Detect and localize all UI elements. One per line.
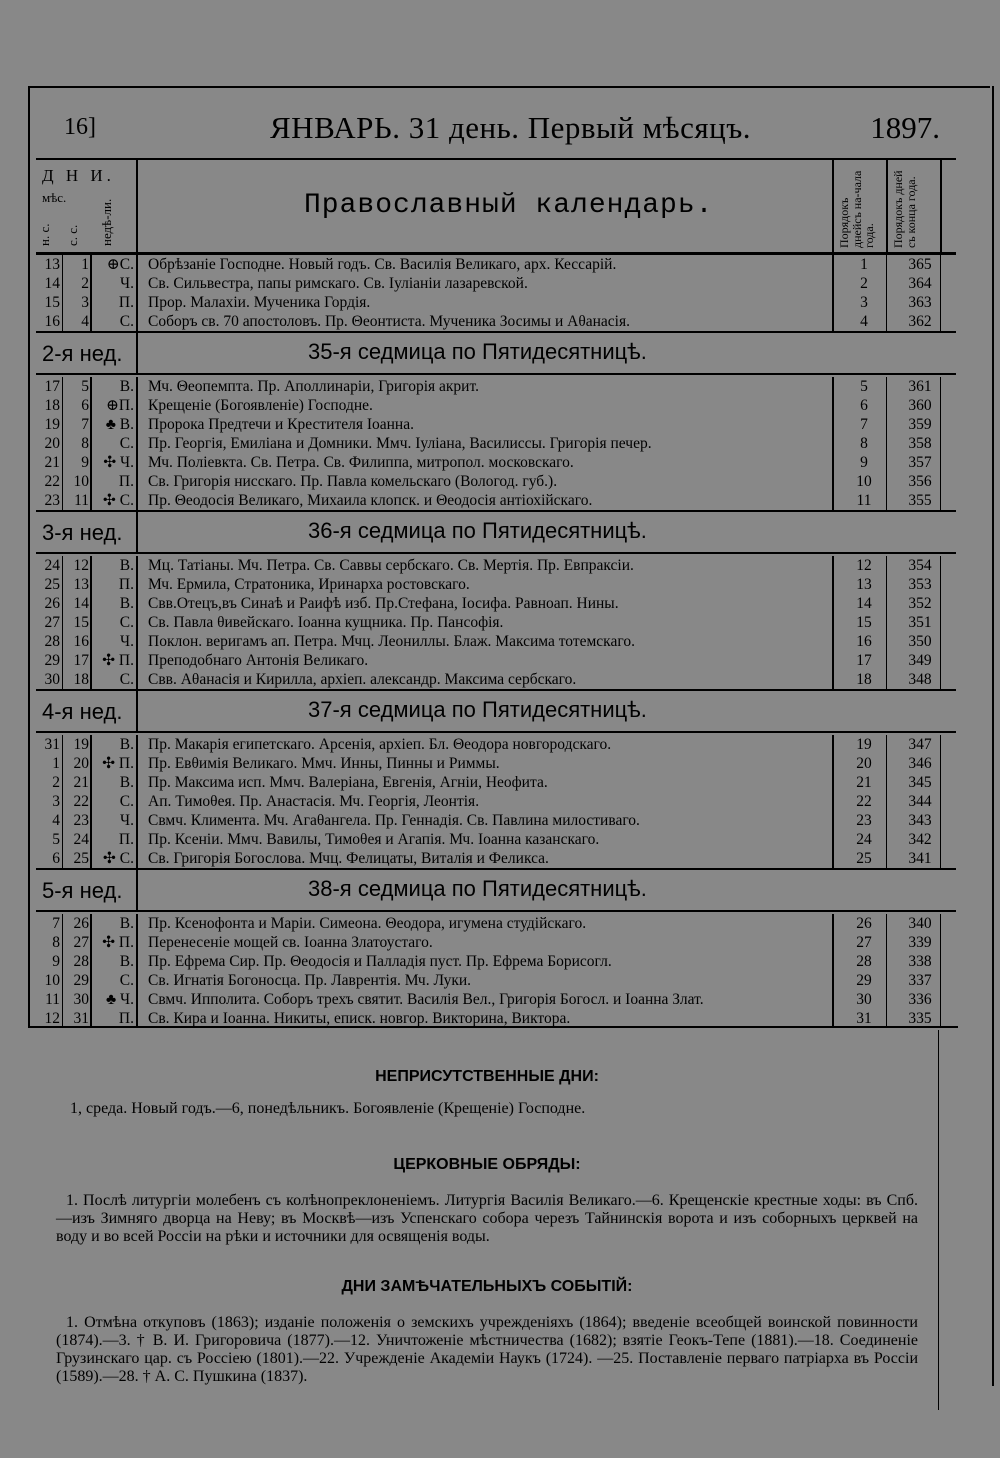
table-row bbox=[36, 990, 956, 1009]
table-header bbox=[36, 158, 956, 255]
table-bottom-rule bbox=[28, 1026, 958, 1028]
old-style-day: 17 bbox=[73, 652, 89, 669]
weekday: В. bbox=[119, 915, 134, 932]
day-of-year: 7 bbox=[860, 416, 868, 433]
saints-text: Мч. Поліевкта. Св. Петра. Св. Филиппа, митропол. московскаго. bbox=[148, 454, 574, 471]
new-style-day: 13 bbox=[44, 256, 60, 273]
day-of-year: 28 bbox=[856, 953, 872, 970]
old-style-label: с. с. bbox=[65, 224, 80, 246]
weekday: ♣ В. bbox=[105, 416, 134, 433]
days-remaining: 337 bbox=[908, 972, 932, 989]
old-style-day: 14 bbox=[73, 595, 89, 612]
day-of-year: 22 bbox=[856, 793, 872, 810]
day-of-year: 6 bbox=[860, 397, 868, 414]
day-of-year: 24 bbox=[856, 831, 872, 848]
day-of-year: 13 bbox=[856, 576, 872, 593]
new-style-day: 24 bbox=[44, 557, 60, 574]
days-remaining: 356 bbox=[908, 473, 932, 490]
days-remaining: 364 bbox=[908, 275, 932, 292]
new-style-day: 25 bbox=[44, 576, 60, 593]
day-of-year: 27 bbox=[856, 934, 872, 951]
old-style-day: 10 bbox=[73, 473, 89, 490]
weekday-label: недѣ-ли. bbox=[99, 198, 114, 246]
new-style-day: 2 bbox=[52, 774, 60, 791]
table-row bbox=[36, 575, 956, 594]
days-remaining: 350 bbox=[908, 633, 932, 650]
saints-text: Свмч. Ипполита. Соборъ трехъ святит. Василія Вел., Григорія Богосл. и Іоанна Злат. bbox=[148, 991, 704, 1008]
new-style-label: н. с. bbox=[37, 223, 52, 246]
weekday: ⊕П. bbox=[105, 397, 134, 414]
saints-text: Поклон. веригамъ ап. Петра. Мчц. Леониллы. Блаж. Максима тотемскаго. bbox=[148, 633, 635, 650]
day-of-year: 10 bbox=[856, 473, 872, 490]
weekday: Ч. bbox=[120, 812, 134, 829]
right-rule bbox=[992, 86, 994, 1386]
new-style-day: 21 bbox=[44, 454, 60, 471]
rows-week-1 bbox=[36, 255, 956, 331]
table-row bbox=[36, 453, 956, 472]
notes-right-rule bbox=[938, 1030, 939, 1410]
weekday: С. bbox=[119, 972, 134, 989]
page-year: 1897. bbox=[870, 110, 940, 145]
old-style-day: 11 bbox=[74, 492, 89, 509]
weekday: В. bbox=[119, 595, 134, 612]
table-row bbox=[36, 293, 956, 312]
new-style-day: 1 bbox=[52, 755, 60, 772]
new-style-day: 11 bbox=[45, 991, 60, 1008]
table-row bbox=[36, 792, 956, 811]
day-of-year: 14 bbox=[856, 595, 872, 612]
days-remaining: 355 bbox=[908, 492, 932, 509]
new-style-day: 28 bbox=[44, 633, 60, 650]
weekday: С. bbox=[119, 793, 134, 810]
days-remaining: 353 bbox=[908, 576, 932, 593]
rows-week-2 bbox=[36, 377, 956, 510]
old-style-day: 13 bbox=[73, 576, 89, 593]
table-row bbox=[36, 255, 956, 274]
saints-text: Пр. Ксеніи. Ммч. Вавилы, Тимоθея и Агапія. Мч. Іоанна казанскаго. bbox=[148, 831, 600, 848]
new-style-day: 20 bbox=[44, 435, 60, 452]
saints-text: Свв.Отецъ,въ Синаѣ и Раифѣ изб. Пр.Стефана, Іосифа. Равноап. Нины. bbox=[148, 595, 619, 612]
new-style-day: 31 bbox=[44, 736, 60, 753]
day-of-year: 2 bbox=[860, 275, 868, 292]
weekday: ⊕С. bbox=[106, 256, 134, 273]
day-of-year: 20 bbox=[856, 755, 872, 772]
rites-heading: ЦЕРКОВНЫЕ ОБРЯДЫ: bbox=[393, 1156, 581, 1173]
new-style-day: 29 bbox=[44, 652, 60, 669]
saints-text: Ап. Тимоθея. Пр. Анастасія. Мч. Георгія, Леонтія. bbox=[148, 793, 480, 810]
saints-text: Пр. Максима исп. Ммч. Валеріана, Евгенія, Агніи, Неофита. bbox=[148, 774, 548, 791]
table-row bbox=[36, 396, 956, 415]
table-row bbox=[36, 735, 956, 754]
days-remaining: 343 bbox=[908, 812, 932, 829]
old-style-day: 31 bbox=[73, 1010, 89, 1027]
day-of-year: 9 bbox=[860, 454, 868, 471]
days-remaining: 336 bbox=[908, 991, 932, 1008]
old-style-day: 28 bbox=[73, 953, 89, 970]
saints-text: Пр. Θеодосія Великаго, Михаила клопск. и Θеодосія антіохійскаго. bbox=[148, 492, 593, 509]
old-style-day: 19 bbox=[73, 736, 89, 753]
saints-text: Св. Сильвестра, папы римскаго. Св. Іуліаніи лазаревской. bbox=[148, 275, 528, 292]
weekday: ✣ П. bbox=[102, 755, 134, 772]
new-style-day: 5 bbox=[52, 831, 60, 848]
days-remaining: 360 bbox=[908, 397, 932, 414]
days-remaining: 347 bbox=[908, 736, 932, 753]
week-row-2 bbox=[36, 331, 956, 375]
new-style-day: 30 bbox=[44, 671, 60, 688]
table-row bbox=[36, 632, 956, 651]
month-label: мѣс. bbox=[42, 190, 67, 205]
week-label: 2-я нед. bbox=[42, 341, 123, 366]
saints-text: Св. Павла θивейскаго. Іоанна кущника. Пр. Пансофія. bbox=[148, 614, 504, 631]
days-remaining: 349 bbox=[908, 652, 932, 669]
days-remaining: 339 bbox=[908, 934, 932, 951]
day-of-year: 18 bbox=[856, 671, 872, 688]
day-of-year: 1 bbox=[860, 256, 868, 273]
table-row bbox=[36, 754, 956, 773]
saints-text: Соборъ св. 70 апостоловъ. Пр. Θеонтиста. Мученика Зосимы и Аθанасія. bbox=[148, 313, 630, 330]
page-header bbox=[60, 110, 940, 150]
weekday: ✣ П. bbox=[102, 652, 134, 669]
weekday: В. bbox=[119, 557, 134, 574]
weekday: П. bbox=[118, 294, 134, 311]
saints-text: Мц. Татіаны. Мч. Петра. Св. Саввы сербскаго. Св. Мертія. Пр. Евпраксіи. bbox=[148, 557, 634, 574]
week-title: 35-я седмица по Пятидесятницѣ. bbox=[308, 339, 647, 364]
table-row bbox=[36, 773, 956, 792]
old-style-day: 7 bbox=[81, 416, 89, 433]
day-of-year: 19 bbox=[856, 736, 872, 753]
old-style-day: 24 bbox=[73, 831, 89, 848]
saints-text: Пр. Георгія, Емиліана и Домники. Ммч. Іуліана, Василиссы. Григорія печер. bbox=[148, 435, 652, 452]
week-title: 38-я седмица по Пятидесятницѣ. bbox=[308, 876, 647, 901]
old-style-day: 2 bbox=[81, 275, 89, 292]
table-row bbox=[36, 830, 956, 849]
calendar-table bbox=[36, 158, 956, 1028]
page-title: ЯНВАРЬ. 31 день. Первый мѣсяцъ. bbox=[270, 110, 752, 145]
days-label: Д Н И. bbox=[42, 166, 115, 185]
saints-text: Свмч. Климента. Мч. Агаθангела. Пр. Геннадія. Св. Павлина милостиваго. bbox=[148, 812, 640, 829]
rows-week-5 bbox=[36, 914, 956, 1028]
table-row bbox=[36, 491, 956, 510]
table-row bbox=[36, 594, 956, 613]
table-row bbox=[36, 556, 956, 575]
new-style-day: 9 bbox=[52, 953, 60, 970]
days-remaining: 363 bbox=[908, 294, 932, 311]
saints-text: Пр. Макарія египетскаго. Арсенія, архіеп. Бл. Θеодора новгородскаго. bbox=[148, 736, 612, 753]
new-style-day: 8 bbox=[52, 934, 60, 951]
old-style-day: 4 bbox=[81, 313, 89, 330]
days-remaining: 338 bbox=[908, 953, 932, 970]
new-style-day: 3 bbox=[52, 793, 60, 810]
saints-text: Пр. Ефрема Сир. Пр. Θеодосія и Палладія пуст. Пр. Ефрема Борисогл. bbox=[148, 953, 612, 970]
old-style-day: 12 bbox=[73, 557, 89, 574]
weekday: П. bbox=[118, 1010, 134, 1027]
new-style-day: 19 bbox=[44, 416, 60, 433]
days-remaining: 352 bbox=[908, 595, 932, 612]
page-number: 16] bbox=[64, 114, 96, 140]
weekday: В. bbox=[119, 953, 134, 970]
saints-text: Мч. Ермила, Стратоника, Иринарха ростовскаго. bbox=[148, 576, 470, 593]
week-label: 4-я нед. bbox=[42, 699, 123, 724]
days-remaining: 354 bbox=[908, 557, 932, 574]
rows-week-3 bbox=[36, 556, 956, 689]
old-style-day: 22 bbox=[73, 793, 89, 810]
old-style-day: 15 bbox=[73, 614, 89, 631]
table-row bbox=[36, 811, 956, 830]
weekday: П. bbox=[118, 473, 134, 490]
old-style-day: 5 bbox=[81, 378, 89, 395]
old-style-day: 9 bbox=[81, 454, 89, 471]
weekday: П. bbox=[118, 576, 134, 593]
table-row bbox=[36, 849, 956, 868]
weekday: С. bbox=[119, 614, 134, 631]
old-style-day: 29 bbox=[73, 972, 89, 989]
days-remaining: 341 bbox=[908, 850, 932, 867]
old-style-day: 25 bbox=[73, 850, 89, 867]
week-row-4 bbox=[36, 689, 956, 733]
old-style-day: 3 bbox=[81, 294, 89, 311]
rites-text: 1. Послѣ литургіи молебенъ съ колѣнопреклоненіемъ. Литургія Василія Великаго.—6. Крещенскіе крестные ходы: въ Спб.—изъ Зимняго дворца на Неву; въ Москвѣ—изъ Успенскаго собора черезъ Тайнинскія ворота и изъ соборныхъ церквей на воду и во всей Россіи на рѣки и источники для освященія воды. bbox=[56, 1192, 918, 1245]
old-style-day: 1 bbox=[81, 256, 89, 273]
weekday: Ч. bbox=[120, 275, 134, 292]
saints-text: Св. Григорія нисскаго. Пр. Павла комельскаго (Вологод. губ.). bbox=[148, 473, 558, 490]
new-style-day: 7 bbox=[52, 915, 60, 932]
top-rule bbox=[28, 86, 990, 88]
weekday: П. bbox=[118, 831, 134, 848]
new-style-day: 12 bbox=[44, 1010, 60, 1027]
new-style-day: 4 bbox=[52, 812, 60, 829]
days-remaining: 342 bbox=[908, 831, 932, 848]
day-of-year: 3 bbox=[860, 294, 868, 311]
weekday: Ч. bbox=[120, 633, 134, 650]
new-style-day: 22 bbox=[44, 473, 60, 490]
old-style-day: 6 bbox=[81, 397, 89, 414]
events-heading: ДНИ ЗАМѢЧАТЕЛЬНЫХЪ СОБЫТІЙ: bbox=[341, 1278, 633, 1295]
saints-text: Перенесеніе мощей св. Іоанна Златоустаго. bbox=[148, 934, 433, 951]
holidays-text: 1, среда. Новый годъ.—6, понедѣльникъ. Богоявленіе (Крещеніе) Господне. bbox=[70, 1100, 586, 1117]
old-style-day: 27 bbox=[73, 934, 89, 951]
days-remaining: 348 bbox=[908, 671, 932, 688]
weekday: В. bbox=[119, 774, 134, 791]
day-of-year: 23 bbox=[856, 812, 872, 829]
day-of-year: 25 bbox=[856, 850, 872, 867]
week-title: 36-я седмица по Пятидесятницѣ. bbox=[308, 518, 647, 543]
days-remaining: 357 bbox=[908, 454, 932, 471]
events-section bbox=[56, 1278, 918, 1386]
days-remaining: 345 bbox=[908, 774, 932, 791]
days-remaining: 340 bbox=[908, 915, 932, 932]
week-label: 5-я нед. bbox=[42, 878, 123, 903]
table-row bbox=[36, 377, 956, 396]
day-of-year: 26 bbox=[856, 915, 872, 932]
day-of-year: 15 bbox=[856, 614, 872, 631]
days-remaining: 361 bbox=[908, 378, 932, 395]
new-style-day: 10 bbox=[44, 972, 60, 989]
days-to-end-label: Порядокъ дней съ конца года. bbox=[891, 170, 918, 248]
day-of-year: 11 bbox=[856, 492, 872, 509]
table-row bbox=[36, 971, 956, 990]
table-row bbox=[36, 415, 956, 434]
day-of-year: 29 bbox=[856, 972, 872, 989]
days-from-start-label: Порядокъ днейсъ на-чала года. bbox=[837, 170, 877, 248]
saints-text: Пр. Ксенофонта и Маріи. Симеона. Θеодора, игумена студійскаго. bbox=[148, 915, 587, 932]
days-remaining: 346 bbox=[908, 755, 932, 772]
table-row bbox=[36, 472, 956, 491]
day-of-year: 5 bbox=[860, 378, 868, 395]
table-row bbox=[36, 670, 956, 689]
saints-text: Пророка Предтечи и Крестителя Іоанна. bbox=[148, 416, 414, 433]
new-style-day: 27 bbox=[44, 614, 60, 631]
events-text: 1. Отмѣна откуповъ (1863); изданіе положенія о земскихъ учрежденіяхъ (1864); введеніе всеобщей воинской повинности (1874).—3. † В. И. Григоровича (1877).—12. Уничтоженіе мѣстничества (1682); взятіе Геокъ-Тепе (1881).—18. Соединеніе Грузинскаго цар. съ Россіею (1801).—22. Учрежденіе Академіи Наукъ (1724). —25. Поставленіе перваго патріарха въ Россіи (1589).—28. † А. С. Пушкина (1837). bbox=[56, 1314, 918, 1385]
weekday: ✣ С. bbox=[102, 850, 134, 867]
weekday: ✣ С. bbox=[102, 492, 134, 509]
table-row bbox=[36, 933, 956, 952]
table-row bbox=[36, 914, 956, 933]
saints-text: Св. Игнатія Богоносца. Пр. Лаврентія. Мч. Луки. bbox=[148, 972, 472, 989]
old-style-day: 21 bbox=[73, 774, 89, 791]
new-style-day: 6 bbox=[52, 850, 60, 867]
weekday: ✣ П. bbox=[102, 934, 134, 951]
day-of-year: 30 bbox=[856, 991, 872, 1008]
days-remaining: 362 bbox=[908, 313, 932, 330]
table-row bbox=[36, 434, 956, 453]
weekday: С. bbox=[119, 671, 134, 688]
days-remaining: 344 bbox=[908, 793, 932, 810]
days-remaining: 365 bbox=[908, 256, 932, 273]
day-of-year: 12 bbox=[856, 557, 872, 574]
left-rule bbox=[28, 86, 30, 1026]
saints-text: Преподобнаго Антонія Великаго. bbox=[148, 652, 369, 669]
weekday: ♣ Ч. bbox=[106, 991, 134, 1008]
new-style-day: 17 bbox=[44, 378, 60, 395]
day-of-year: 16 bbox=[856, 633, 872, 650]
old-style-day: 8 bbox=[81, 435, 89, 452]
day-of-year: 31 bbox=[856, 1010, 872, 1027]
week-label: 3-я нед. bbox=[42, 520, 123, 545]
weekday: С. bbox=[119, 313, 134, 330]
week-row-5 bbox=[36, 868, 956, 912]
calendar-title: Православный календарь. bbox=[304, 190, 714, 221]
holidays-section bbox=[56, 1068, 918, 1118]
old-style-day: 16 bbox=[73, 633, 89, 650]
table-row bbox=[36, 274, 956, 293]
table-row bbox=[36, 651, 956, 670]
days-remaining: 335 bbox=[908, 1010, 932, 1027]
saints-text: Прор. Малахіи. Мученика Гордія. bbox=[148, 294, 371, 311]
day-of-year: 8 bbox=[860, 435, 868, 452]
table-row bbox=[36, 613, 956, 632]
weekday: В. bbox=[119, 378, 134, 395]
day-of-year: 17 bbox=[856, 652, 872, 669]
saints-text: Обрѣзаніе Господне. Новый годъ. Св. Василія Великаго, арх. Кессарій. bbox=[148, 256, 617, 273]
week-title: 37-я седмица по Пятидесятницѣ. bbox=[308, 697, 647, 722]
weekday: ✣ Ч. bbox=[103, 454, 134, 471]
old-style-day: 18 bbox=[73, 671, 89, 688]
day-of-year: 21 bbox=[856, 774, 872, 791]
saints-text: Крещеніе (Богоявленіе) Господне. bbox=[148, 397, 373, 414]
new-style-day: 26 bbox=[44, 595, 60, 612]
new-style-day: 16 bbox=[44, 313, 60, 330]
saints-text: Св. Григорія Богослова. Мчц. Фелицаты, Виталія и Феликса. bbox=[148, 850, 549, 867]
weekday: В. bbox=[119, 736, 134, 753]
days-remaining: 358 bbox=[908, 435, 932, 452]
saints-text: Мч. Θеопемпта. Пр. Аполлинаріи, Григорія акрит. bbox=[148, 378, 479, 395]
day-of-year: 4 bbox=[860, 313, 868, 330]
holidays-heading: НЕПРИСУТСТВЕННЫЕ ДНИ: bbox=[375, 1068, 599, 1085]
old-style-day: 23 bbox=[73, 812, 89, 829]
new-style-day: 14 bbox=[44, 275, 60, 292]
days-remaining: 351 bbox=[908, 614, 932, 631]
rows-week-4 bbox=[36, 735, 956, 868]
days-remaining: 359 bbox=[908, 416, 932, 433]
new-style-day: 15 bbox=[44, 294, 60, 311]
rites-section bbox=[56, 1156, 918, 1246]
old-style-day: 30 bbox=[73, 991, 89, 1008]
old-style-day: 20 bbox=[73, 755, 89, 772]
new-style-day: 23 bbox=[44, 492, 60, 509]
week-row-3 bbox=[36, 510, 956, 554]
saints-text: Св. Кира и Іоанна. Никиты, еписк. новгор. Викторина, Виктора. bbox=[148, 1010, 571, 1027]
saints-text: Пр. Евθимія Великаго. Ммч. Инны, Пинны и Риммы. bbox=[148, 755, 500, 772]
weekday: С. bbox=[119, 435, 134, 452]
saints-text: Свв. Аθанасія и Кирилла, архіеп. александр. Максима сербскаго. bbox=[148, 671, 577, 688]
table-row bbox=[36, 312, 956, 331]
table-row bbox=[36, 952, 956, 971]
new-style-day: 18 bbox=[44, 397, 60, 414]
old-style-day: 26 bbox=[73, 915, 89, 932]
